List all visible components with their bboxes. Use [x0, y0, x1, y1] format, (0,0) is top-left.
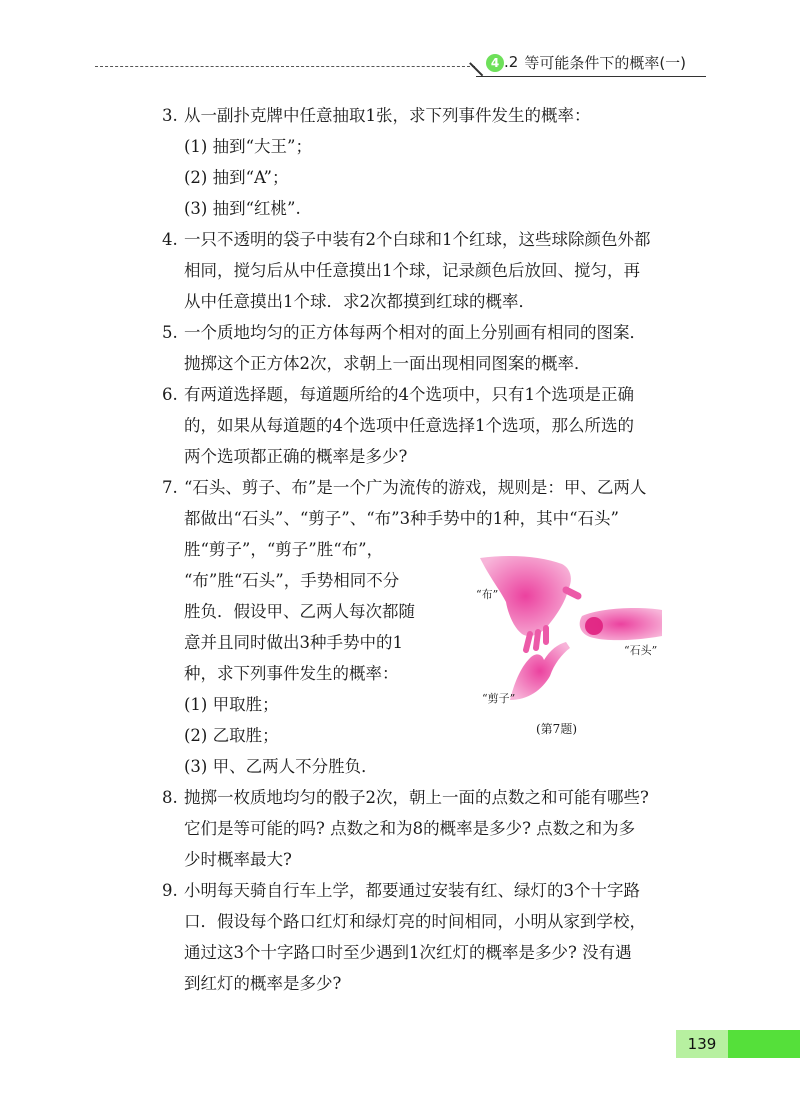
page-number: 139 [676, 1030, 728, 1058]
problem-text-line: 抛掷一枚质地均匀的骰子2次，朝上一面的点数之和可能有哪些? [184, 788, 649, 807]
problem-text-line: “布”胜“石头”，手势相同不分 [184, 571, 400, 590]
problem-9 [162, 875, 702, 999]
problem-4 [162, 224, 702, 317]
problem-8 [162, 782, 702, 875]
sub-question: (3) 甲、乙两人不分胜负． [184, 757, 378, 776]
problem-number: 8. [162, 788, 178, 807]
problem-number: 9. [162, 881, 178, 900]
problem-text-line: 相同，搅匀后从中任意摸出1个球，记录颜色后放回、搅匀，再 [184, 261, 640, 280]
sub-question: (2) 抽到“A”； [184, 168, 289, 187]
figure-caption: (第7题) [536, 722, 577, 736]
sub-question: (2) 乙取胜； [184, 726, 279, 745]
cloth-hand-icon [480, 556, 578, 650]
problem-text-line: 从中任意摸出1个球．求2次都摸到红球的概率． [184, 292, 535, 311]
problem-number: 4. [162, 230, 178, 249]
problem-text-line: 通过这3个十字路口时至少遇到1次红灯的概率是多少? 没有遇 [184, 943, 632, 962]
problem-text-line: 有两道选择题，每道题所给的4个选项中，只有1个选项是正确 [184, 385, 634, 404]
section-title: 等可能条件下的概率(一) [524, 53, 687, 72]
problem-number: 3. [162, 106, 178, 125]
problem-6 [162, 379, 702, 472]
problem-text-line: 一只不透明的袋子中装有2个白球和1个红球，这些球除颜色外都 [184, 230, 651, 249]
problem-number: 5. [162, 323, 178, 342]
rock-fist-icon [580, 608, 662, 640]
rock-paper-scissors-figure [470, 550, 670, 740]
problem-text-line: 一个质地均匀的正方体每两个相对的面上分别画有相同的图案． [184, 323, 646, 342]
problem-text-line: 从一副扑克牌中任意抽取1张，求下列事件发生的概率： [184, 106, 591, 125]
problem-text-line: 抛掷这个正方体2次，求朝上一面出现相同图案的概率． [184, 354, 591, 373]
problem-text-line: 胜“剪子”，“剪子”胜“布”， [184, 540, 384, 559]
problem-text-line: 意并且同时做出3种手势中的1 [184, 633, 403, 652]
section-number-badge: 4 [486, 54, 504, 72]
problem-text-line: 它们是等可能的吗? 点数之和为8的概率是多少? 点数之和为多 [184, 819, 636, 838]
problem-number: 7. [162, 478, 178, 497]
header-dashed-rule [95, 66, 475, 67]
label-scissors: “剪子” [482, 692, 516, 705]
problem-text-line: “石头、剪子、布”是一个广为流传的游戏，规则是：甲、乙两人 [184, 478, 647, 497]
problem-text-line: 小明每天骑自行车上学，都要通过安装有红、绿灯的3个十字路 [184, 881, 640, 900]
problem-text-line: 口．假设每个路口红灯和绿灯亮的时间相同，小明从家到学校， [184, 912, 646, 931]
sub-question: (1) 抽到“大王”； [184, 137, 312, 156]
problem-number: 6. [162, 385, 178, 404]
label-rock: “石头” [624, 644, 658, 657]
section-header [486, 50, 686, 74]
problem-3 [162, 100, 702, 224]
label-cloth: “布” [476, 588, 499, 601]
problem-text-line: 两个选项都正确的概率是多少? [184, 447, 408, 466]
scissors-hand-icon [510, 642, 570, 700]
problem-text-line: 少时概率最大? [184, 850, 292, 869]
problem-text-line: 的，如果从每道题的4个选项中任意选择1个选项，那么所选的 [184, 416, 634, 435]
problem-text-line: 胜负．假设甲、乙两人每次都随 [184, 602, 415, 621]
problem-5 [162, 317, 702, 379]
problem-text-line: 都做出“石头”、“剪子”、“布”3种手势中的1种，其中“石头” [184, 509, 619, 528]
problem-text-line: 到红灯的概率是多少? [184, 974, 342, 993]
section-number-rest: .2 [504, 52, 519, 71]
sub-question: (3) 抽到“红桃”. [184, 199, 301, 218]
problem-text-line: 种，求下列事件发生的概率： [184, 664, 399, 683]
hands-illustration [470, 550, 670, 710]
sub-question: (1) 甲取胜； [184, 695, 279, 714]
